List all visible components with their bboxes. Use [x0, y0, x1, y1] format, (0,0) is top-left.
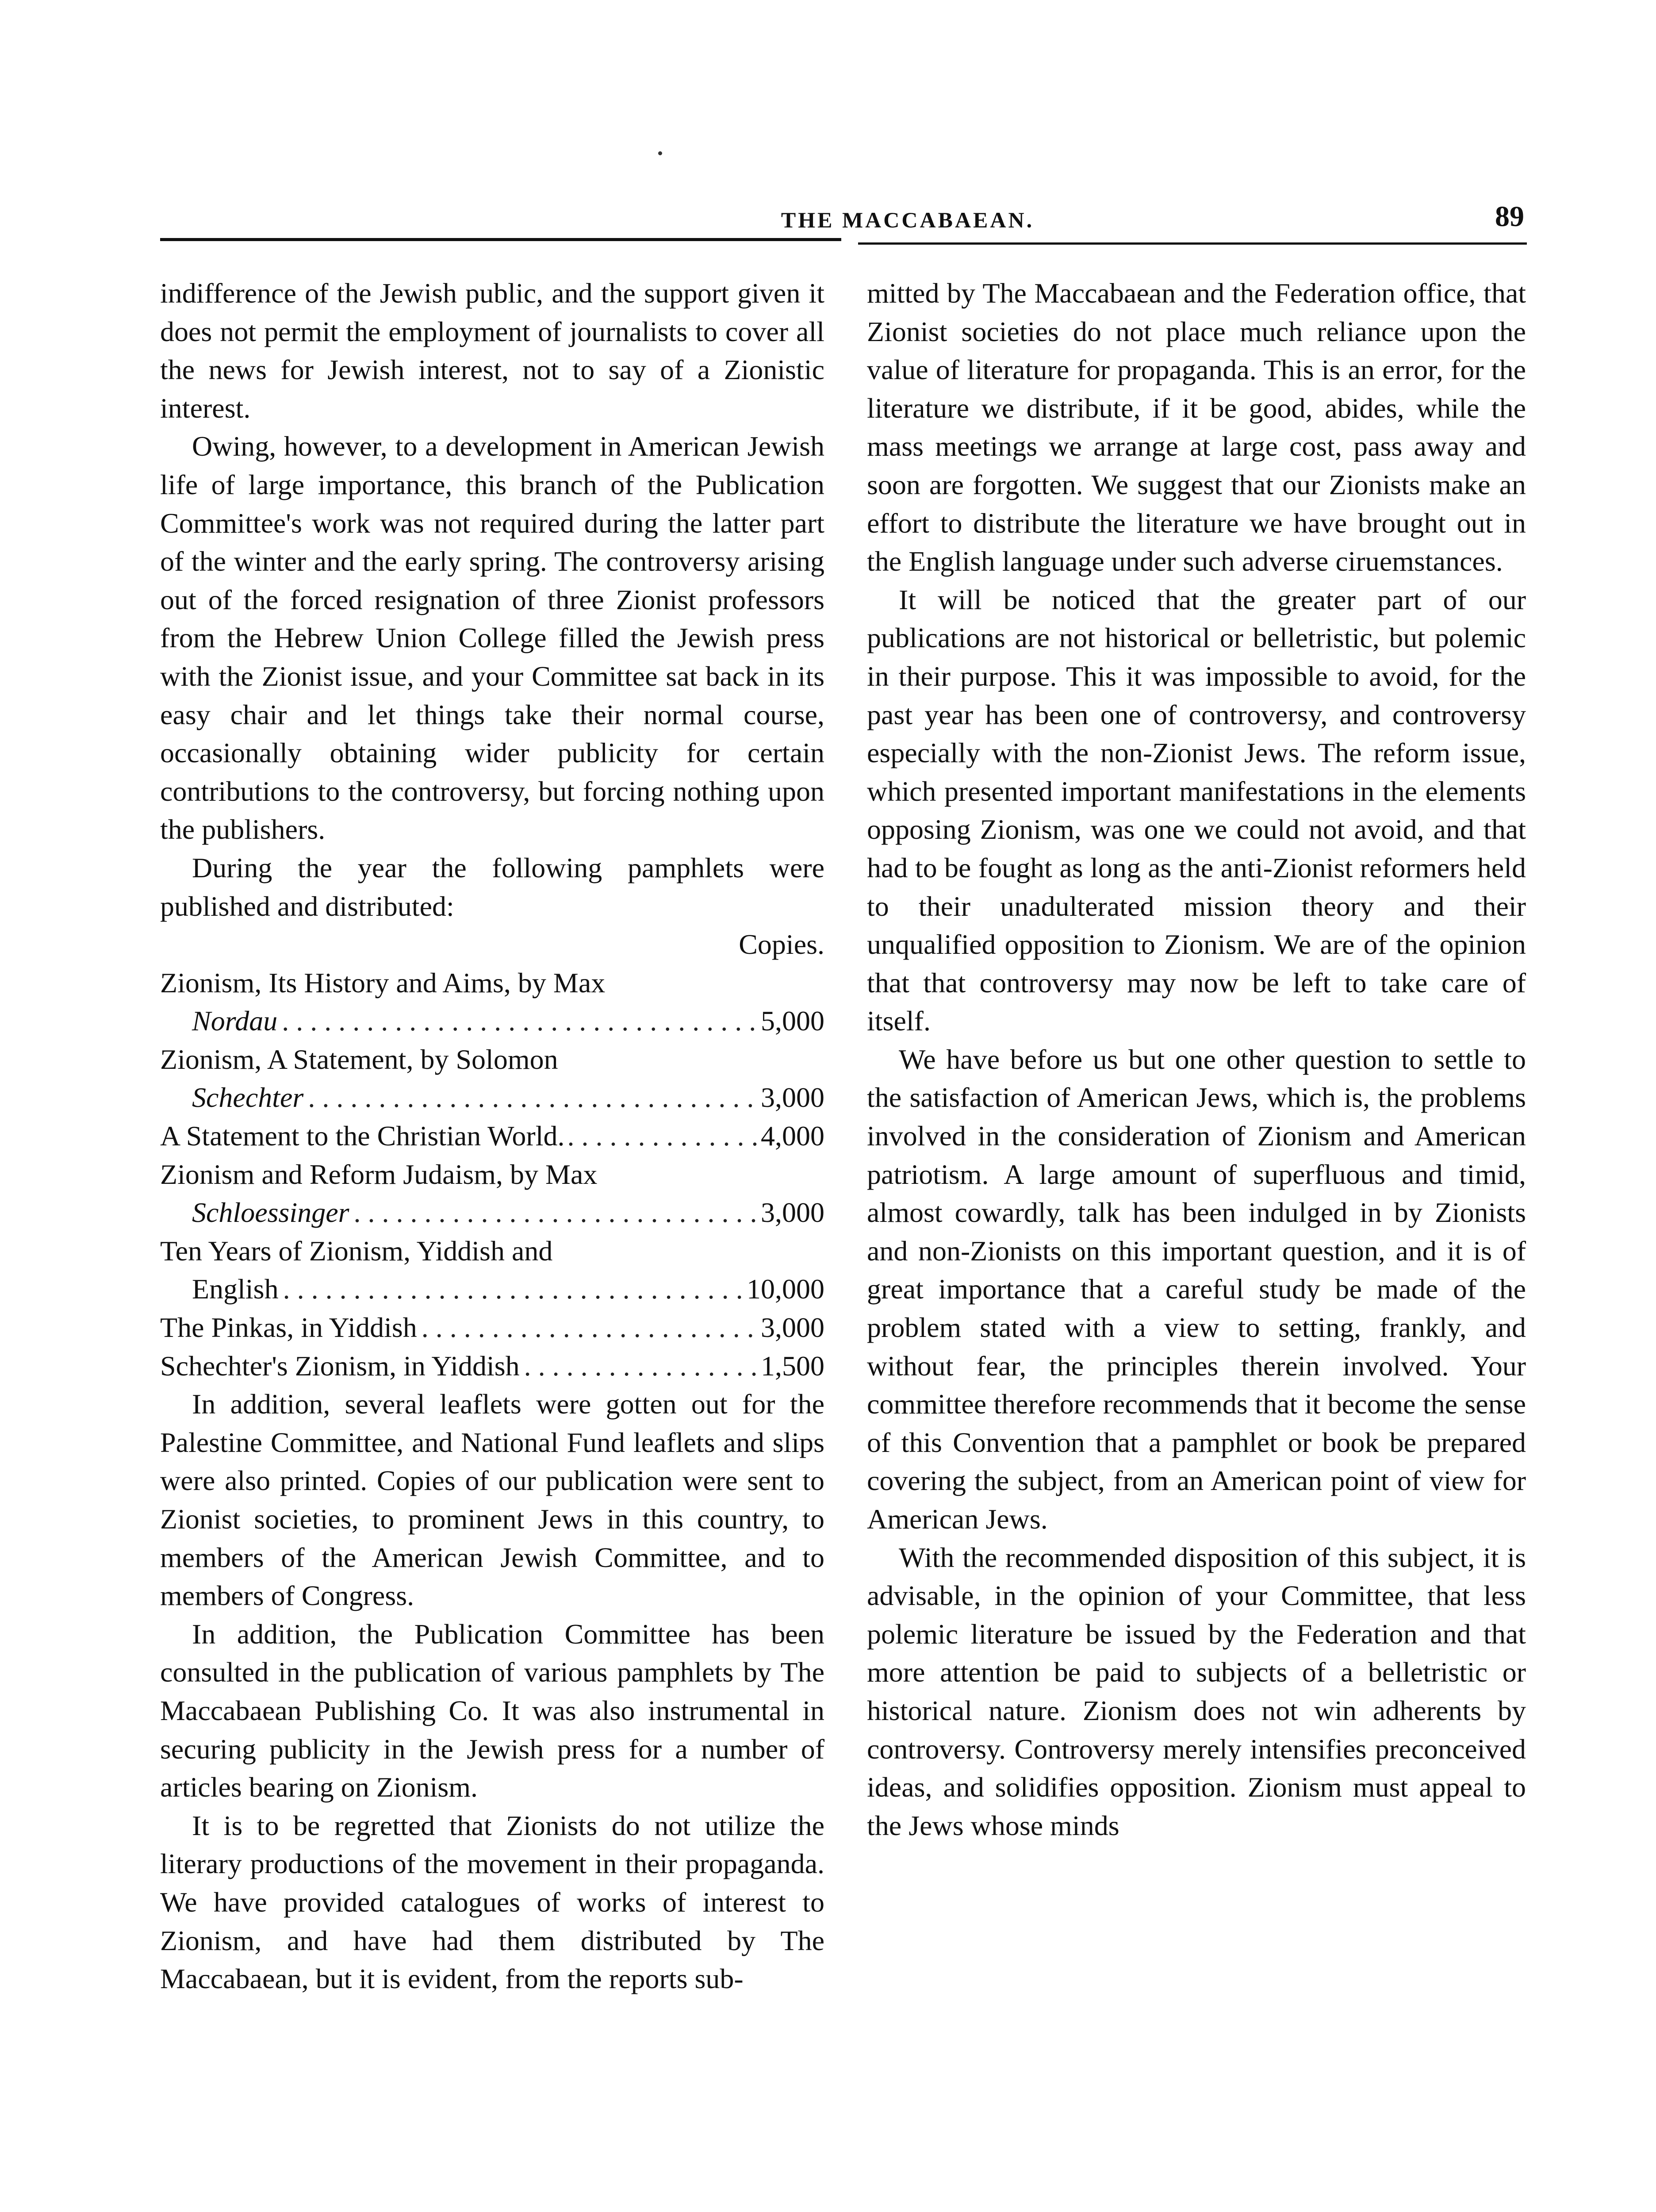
pamphlet-entry — [160, 964, 824, 1041]
pamphlet-entry — [160, 1309, 824, 1347]
pamphlet-title: Ten Years of Zionism, Yiddish and — [160, 1235, 553, 1267]
pamphlet-title: Zionism, Its History and Aims, by Max — [160, 967, 606, 998]
pamphlet-title: A Statement to the Christian World. — [160, 1120, 565, 1152]
pamphlet-entry — [160, 1347, 824, 1386]
paragraph: In addition, several leaflets were gotten out for the Palestine Committee, and National Fund leaflets and slips were also printed. Copies of our publication were sent to Zionist societies, to prominent Jews in this country, to members of the American Jewish Committee, and to members of Congress. — [160, 1388, 824, 1612]
pamphlet-title: The Pinkas, in Yiddish — [160, 1312, 417, 1344]
right-column — [867, 274, 1526, 1845]
pamphlet-copies: 10,000 — [747, 1273, 824, 1305]
pamphlet-author: Nordau — [192, 1005, 278, 1037]
paragraph: With the recommended disposition of this subject, it is advisable, in the opinion of your Committee, that less polemic literature be issued by the Federation and that more attention be paid to subjects of a belletristic or historical nature. Zionism does not win adherents by controversy. Controversy merely intensifies preconceived ideas, and solidifies opposition. Zionism must appeal to the Jews whose minds — [867, 1541, 1526, 1841]
pamphlet-copies: 3,000 — [761, 1312, 824, 1344]
paragraph: We have before us but one other question to settle to the satisfaction of American Jews, which is, the problems involved in the consideration of Zionism and American patriotism. A large amount of superfluous and timid, almost cowardly, talk has been indulged in by Zionists and non-Zionists on this important question, and it is of great importance that a careful study be made of the problem stated with a view to setting, frankly, and without fear, the principles therein involved. Your committee therefore recommends that it become the sense of this Convention that a pamphlet or book be prepared covering the subject, from an American point of view for American Jews. — [867, 1043, 1526, 1535]
paragraph: During the year the following pamphlets were published and distributed: — [160, 852, 824, 922]
header-rule-right — [858, 242, 1527, 245]
pamphlet-copies: 1,500 — [761, 1350, 824, 1382]
paragraph: indifference of the Jewish public, and the support given it does not permit the employment of journalists to cover all the news for Jewish interest, not to say of a Zionistic interest. — [160, 277, 824, 424]
paragraph: Owing, however, to a development in American Jewish life of large importance, this branch of the Publication Committee's work was not required during the latter part of the winter and the early spring. The controversy arising out of the forced resignation of three Zionist professors from the Hebrew Union College filled the Jewish press with the Zionist issue, and your Committee sat back in its easy chair and let things take their normal course, occasionally obtaining wider publicity for certain contributions to the controversy, but forcing nothing upon the publishers. — [160, 430, 824, 845]
paragraph: mitted by The Maccabaean and the Federation office, that Zionist societies do not place much reliance upon the value of literature for propaganda. This is an error, for the literature we distribute, if it be good, abides, while the mass meetings we arrange at large cost, pass away and soon are forgotten. We suggest that our Zionists make an effort to distribute the literature we have brought out in the English language under such adverse ciruemstances. — [867, 277, 1526, 577]
paragraph: It is to be regretted that Zionists do not utilize the literary productions of the movement in their propaganda. We have provided catalogues of works of interest to Zionism, and have had them distributed by The Maccabaean, but it is evident, from the reports sub- — [160, 1809, 824, 1995]
pamphlet-language: English — [192, 1273, 279, 1305]
pamphlet-copies: 4,000 — [761, 1120, 824, 1152]
pamphlet-entry — [160, 1041, 824, 1117]
pamphlet-copies: 3,000 — [761, 1197, 824, 1229]
ink-dot — [658, 151, 662, 155]
pamphlet-title: Zionism, A Statement, by Solomon — [160, 1043, 558, 1075]
paragraph: In addition, the Publication Committee has been consulted in the publication of various pamphlets by The Maccabaean Publishing Co. It was also instrumental in securing publicity in the Jewish press for a number of articles bearing on Zionism. — [160, 1618, 824, 1803]
pamphlet-entry — [160, 1117, 824, 1156]
pamphlet-author: Schloessinger — [192, 1197, 349, 1229]
pamphlet-entry — [160, 1232, 824, 1309]
left-column — [160, 274, 824, 1998]
pamphlet-title: Zionism and Reform Judaism, by Max — [160, 1158, 598, 1190]
pamphlet-author: Schechter — [192, 1082, 304, 1114]
pamphlet-entry — [160, 1156, 824, 1232]
pamphlet-title: Schechter's Zionism, in Yiddish — [160, 1350, 520, 1382]
copies-heading: Copies. — [739, 929, 824, 960]
page-header — [160, 200, 1530, 240]
pamphlet-copies: 3,000 — [761, 1082, 824, 1114]
running-title: THE MACCABAEAN. — [781, 207, 1035, 232]
paragraph: It will be noticed that the greater part of our publications are not historical or belletristic, but polemic in their purpose. This it was impossible to avoid, for the past year has been one of controversy, and controversy especially with the non-Zionist Jews. The reform issue, which presented important manifestations in the elements opposing Zionism, was one we could not avoid, and that had to be fought as long as the anti-Zionist reformers held to their unadulterated mission theory and their unqualified opposition to Zionism. We are of the opinion that that controversy may now be left to take care of itself. — [867, 584, 1526, 1037]
header-rule-left — [160, 238, 841, 241]
page-number: 89 — [1495, 200, 1524, 233]
pamphlet-copies: 5,000 — [761, 1005, 824, 1037]
